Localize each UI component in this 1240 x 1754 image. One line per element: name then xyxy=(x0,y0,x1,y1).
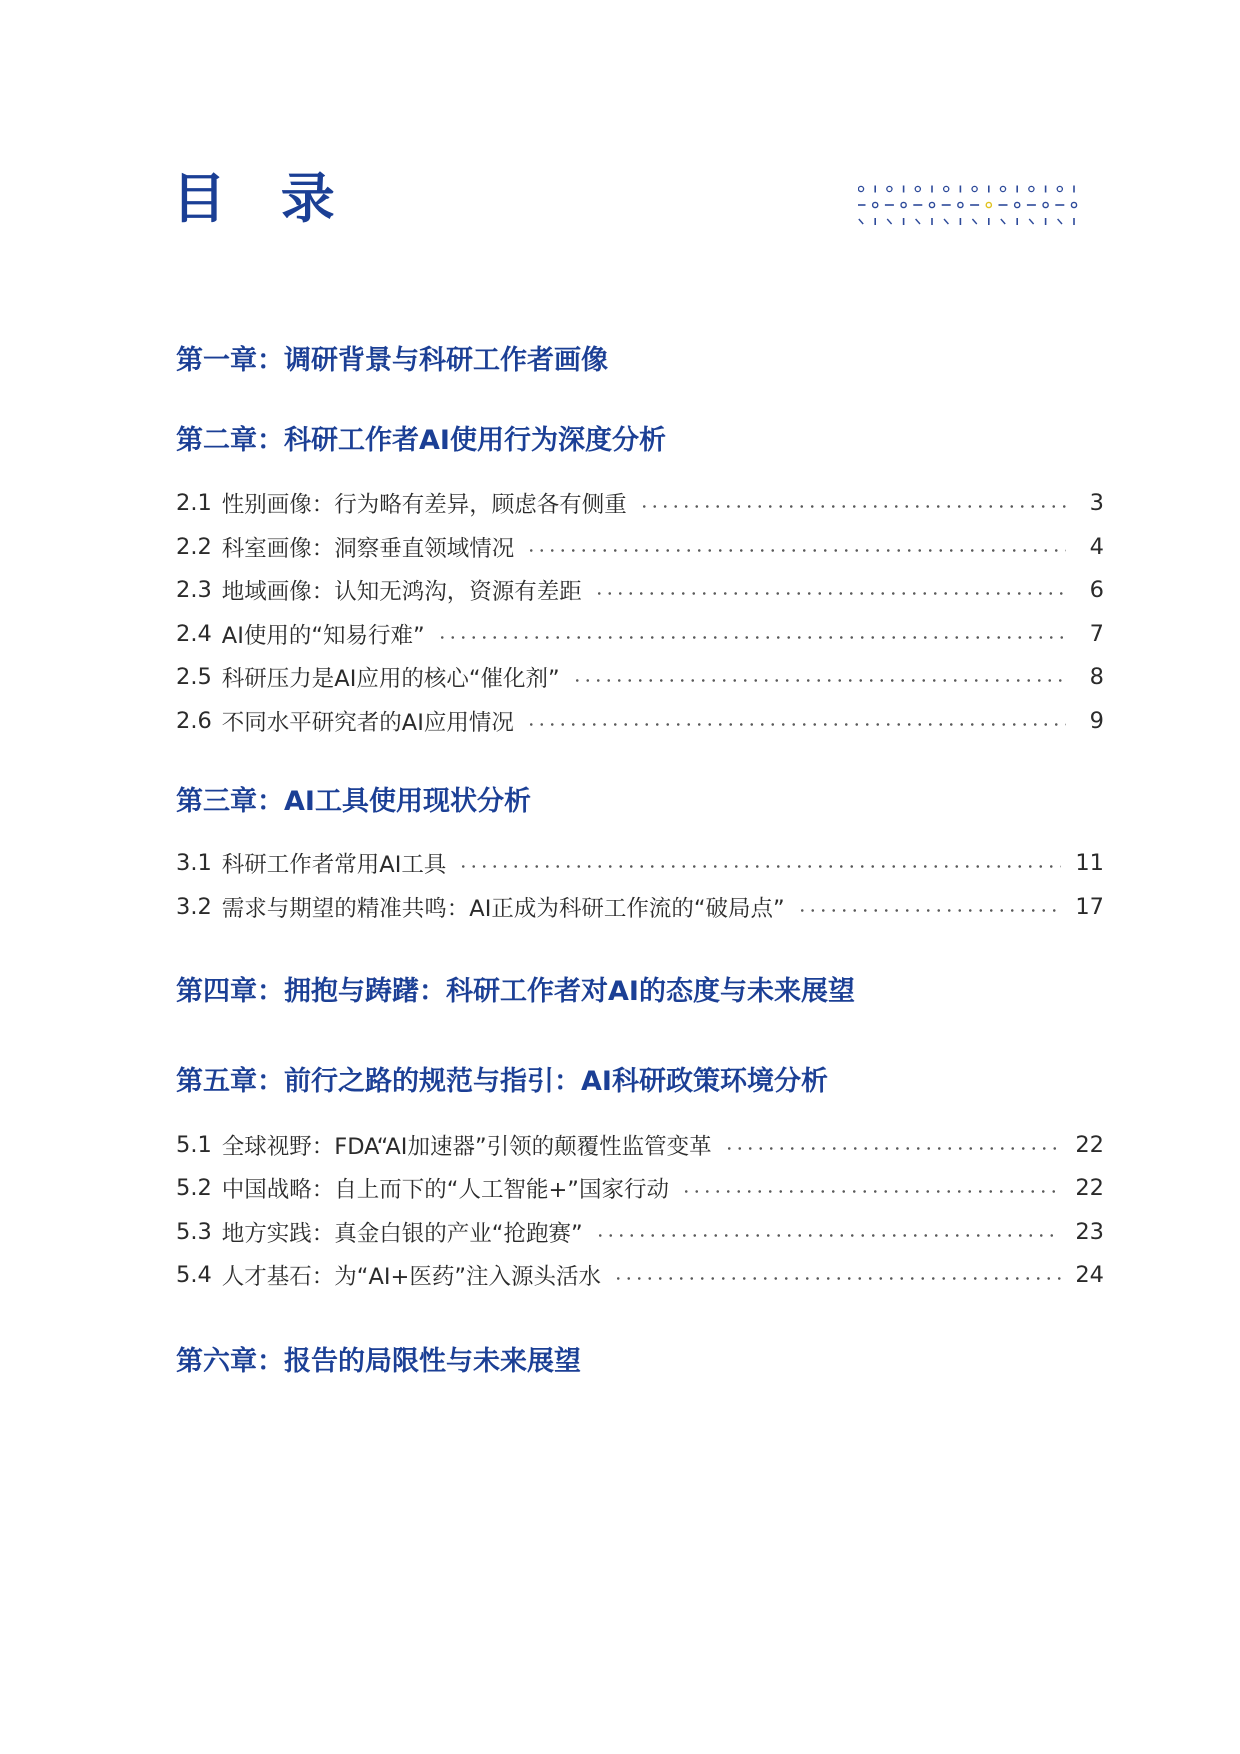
entry-label: 地方实践：真金白银的产业“抢跑赛” xyxy=(221,1221,583,1247)
toc-entry-2-5[interactable] xyxy=(176,662,1104,692)
toc-entry-3-2[interactable] xyxy=(176,892,1104,922)
entry-number: 3.1 xyxy=(176,850,212,876)
entry-label: 需求与期望的精准共鸣：AI正成为科研工作流的“破局点” xyxy=(221,896,785,922)
entry-page-number: 11 xyxy=(1075,850,1104,876)
entry-number: 2.4 xyxy=(176,621,212,647)
dot-leader xyxy=(458,865,1061,868)
dot-leader xyxy=(797,909,1062,912)
entry-label: AI使用的“知易行难” xyxy=(221,623,425,649)
entry-page-number: 8 xyxy=(1089,664,1104,690)
entry-number: 3.2 xyxy=(176,894,212,920)
entry-label: 性别画像：行为略有差异，顾虑各有侧重 xyxy=(221,492,627,518)
entry-label: 科室画像：洞察垂直领域情况 xyxy=(221,536,515,562)
toc-entry-5-1[interactable] xyxy=(176,1130,1104,1160)
entry-number: 5.3 xyxy=(176,1219,212,1245)
toc-entry-5-3[interactable] xyxy=(176,1217,1104,1247)
dot-leader xyxy=(724,1147,1062,1150)
dot-leader xyxy=(595,1234,1062,1237)
chapter-1-title[interactable]: 第一章：调研背景与科研工作者画像 xyxy=(176,345,608,376)
entry-label: 科研压力是AI应用的核心“催化剂” xyxy=(221,666,560,692)
toc-entry-2-1[interactable] xyxy=(176,488,1104,518)
entry-label: 全球视野：FDA“AI加速器”引领的颠覆性监管变革 xyxy=(221,1134,712,1160)
toc-entry-5-4[interactable] xyxy=(176,1260,1104,1290)
entry-page-number: 22 xyxy=(1075,1175,1104,1201)
entry-page-number: 4 xyxy=(1089,534,1104,560)
entry-number: 5.2 xyxy=(176,1175,212,1201)
toc-entry-5-2[interactable] xyxy=(176,1173,1104,1203)
toc-entry-3-1[interactable] xyxy=(176,848,1104,878)
toc-entry-2-2[interactable] xyxy=(176,532,1104,562)
entry-page-number: 9 xyxy=(1089,708,1104,734)
dot-leader xyxy=(639,505,1066,508)
entry-label: 不同水平研究者的AI应用情况 xyxy=(221,710,514,736)
entry-number: 2.1 xyxy=(176,490,212,516)
entry-page-number: 6 xyxy=(1089,577,1104,603)
entry-number: 2.2 xyxy=(176,534,212,560)
dot-leader xyxy=(594,592,1066,595)
toc-entry-2-3[interactable] xyxy=(176,575,1104,605)
binary-pattern-decoration xyxy=(858,184,1088,230)
chapter-4-title[interactable]: 第四章：拥抱与踌躇：科研工作者对AI的态度与未来展望 xyxy=(176,976,855,1007)
entry-number: 2.5 xyxy=(176,664,212,690)
page-title: 目 录 xyxy=(172,167,353,230)
dot-leader xyxy=(613,1277,1061,1280)
entry-number: 5.4 xyxy=(176,1262,212,1288)
entry-label: 科研工作者常用AI工具 xyxy=(221,852,447,878)
entry-page-number: 23 xyxy=(1075,1219,1104,1245)
entry-page-number: 17 xyxy=(1075,894,1104,920)
dot-leader xyxy=(526,549,1066,552)
chapter-6-title[interactable]: 第六章：报告的局限性与未来展望 xyxy=(176,1346,581,1377)
entry-page-number: 3 xyxy=(1089,490,1104,516)
chapter-2-title[interactable]: 第二章：科研工作者AI使用行为深度分析 xyxy=(176,425,666,456)
dot-leader xyxy=(681,1190,1061,1193)
entry-number: 2.3 xyxy=(176,577,212,603)
dot-leader xyxy=(526,723,1066,726)
entry-number: 2.6 xyxy=(176,708,212,734)
toc-entry-2-6[interactable] xyxy=(176,706,1104,736)
entry-label: 地域画像：认知无鸿沟，资源有差距 xyxy=(221,579,582,605)
chapter-3-title[interactable]: 第三章：AI工具使用现状分析 xyxy=(176,786,531,817)
entry-page-number: 7 xyxy=(1089,621,1104,647)
entry-label: 人才基石：为“AI+医药”注入源头活水 xyxy=(221,1264,601,1290)
entry-page-number: 22 xyxy=(1075,1132,1104,1158)
entry-number: 5.1 xyxy=(176,1132,212,1158)
entry-page-number: 24 xyxy=(1075,1262,1104,1288)
chapter-5-title[interactable]: 第五章：前行之路的规范与指引：AI科研政策环境分析 xyxy=(176,1066,828,1097)
toc-entry-2-4[interactable] xyxy=(176,619,1104,649)
dot-leader xyxy=(572,679,1066,682)
dot-leader xyxy=(437,636,1066,639)
entry-label: 中国战略：自上而下的“人工智能+”国家行动 xyxy=(221,1177,669,1203)
